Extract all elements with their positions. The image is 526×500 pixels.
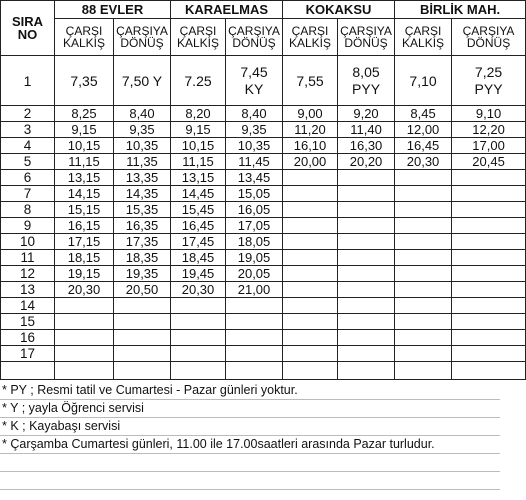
time-cell [114, 314, 171, 330]
table-row [1, 138, 526, 154]
subheader-line: KALKIŞ [62, 36, 106, 50]
row-number: 8 [1, 202, 55, 218]
time-cell [395, 282, 452, 298]
subheader-line: ÇARŞI [65, 24, 103, 38]
time-cell [452, 330, 526, 346]
note-line: * Y ; yayla Öğrenci servisi [0, 400, 500, 418]
row-number: 7 [1, 186, 55, 202]
route-header-kokaksu: KOKAKSU [283, 1, 395, 19]
time-line: PYY [474, 80, 503, 97]
time-cell [283, 346, 338, 362]
time-cell [283, 266, 338, 282]
time-cell [395, 330, 452, 346]
subheader-line: ÇARŞI [291, 24, 329, 38]
time-cell [338, 186, 395, 202]
table-row [1, 56, 526, 106]
table-row [1, 346, 526, 362]
time-cell [55, 314, 114, 330]
time-cell: 9,35 [114, 122, 171, 138]
time-cell: 10,35 [114, 138, 171, 154]
time-cell: 16,45 [395, 138, 452, 154]
time-cell [226, 56, 283, 106]
subheader-line: ÇARŞIYA [340, 24, 392, 38]
time-line: KY [244, 80, 264, 97]
row-number: 13 [1, 282, 55, 298]
time-cell: 13,35 [114, 170, 171, 186]
carsi-kalkis-header [395, 19, 452, 56]
time-cell: 7,10 [395, 56, 452, 106]
subheader-line: DÖNÜŞ [466, 36, 511, 50]
subheader-line: ÇARŞIYA [228, 24, 280, 38]
table-row [1, 218, 526, 234]
row-number: 4 [1, 138, 55, 154]
time-cell: 9,35 [226, 122, 283, 138]
time-line: 7,45 [240, 63, 268, 80]
time-cell [338, 346, 395, 362]
time-cell: 19,45 [171, 266, 226, 282]
row-number: 16 [1, 330, 55, 346]
row-number: 5 [1, 154, 55, 170]
row-number: 2 [1, 106, 55, 122]
time-cell: 7,35 [55, 56, 114, 106]
row-number: 1 [1, 56, 55, 106]
blank-row [1, 362, 526, 380]
time-cell: 19,05 [226, 250, 283, 266]
row-number: 17 [1, 346, 55, 362]
subheader-line: KALKIŞ [402, 36, 445, 50]
row-number: 9 [1, 218, 55, 234]
sira-no-header [1, 1, 55, 56]
time-cell: 8,25 [55, 106, 114, 122]
time-cell [283, 170, 338, 186]
table-row [1, 234, 526, 250]
time-cell: 21,00 [226, 282, 283, 298]
route-header-karaelmas: KARAELMAS [171, 1, 283, 19]
table-row [1, 106, 526, 122]
route-header-birlik-mah: BİRLİK MAH. [395, 1, 526, 19]
time-cell: 15,45 [171, 202, 226, 218]
subheader-line: ÇARŞI [404, 24, 442, 38]
carsiya-donus-header [338, 19, 395, 56]
time-cell [395, 170, 452, 186]
time-cell [283, 314, 338, 330]
table-row [1, 154, 526, 170]
time-cell [283, 202, 338, 218]
subheader-line: DÖNÜŞ [344, 36, 388, 50]
time-cell: 7.25 [171, 56, 226, 106]
time-cell [338, 298, 395, 314]
subheader-line: DÖNÜŞ [120, 36, 164, 50]
time-cell [171, 298, 226, 314]
time-cell: 20,20 [338, 154, 395, 170]
time-cell: 16,30 [338, 138, 395, 154]
carsiya-donus-header [452, 19, 526, 56]
time-cell: 16,15 [55, 218, 114, 234]
time-cell: 15,35 [114, 202, 171, 218]
time-cell: 17,45 [171, 234, 226, 250]
row-number: 14 [1, 298, 55, 314]
time-cell [452, 282, 526, 298]
time-cell: 16,05 [226, 202, 283, 218]
time-cell [395, 314, 452, 330]
time-cell [226, 314, 283, 330]
time-cell: 11,15 [55, 154, 114, 170]
time-cell [338, 56, 395, 106]
time-cell: 20,30 [55, 282, 114, 298]
carsiya-donus-header [114, 19, 171, 56]
time-cell [452, 314, 526, 330]
blank-cell [55, 362, 114, 380]
time-cell [55, 346, 114, 362]
notes-section [0, 382, 500, 490]
blank-cell [226, 362, 283, 380]
no-label: NO [17, 27, 38, 42]
time-cell: 12,00 [395, 122, 452, 138]
time-cell: 20,00 [283, 154, 338, 170]
time-line: 8,05 [352, 63, 380, 80]
time-cell [452, 250, 526, 266]
time-cell: 13,15 [55, 170, 114, 186]
time-cell [395, 186, 452, 202]
time-cell [338, 314, 395, 330]
time-cell: 11,35 [114, 154, 171, 170]
subheader-line: KALKIŞ [177, 36, 220, 50]
subheader-line: ÇARŞIYA [116, 24, 168, 38]
carsi-kalkis-header [283, 19, 338, 56]
note-line: * PY ; Resmi tatil ve Cumartesi - Pazar günleri yoktur. [0, 382, 500, 400]
blank-cell [283, 362, 338, 380]
time-cell [283, 234, 338, 250]
time-cell [283, 298, 338, 314]
time-cell [452, 346, 526, 362]
time-cell [452, 56, 526, 106]
time-cell [452, 170, 526, 186]
subheader-line: ÇARŞI [179, 24, 217, 38]
time-cell: 14,35 [114, 186, 171, 202]
time-cell [395, 218, 452, 234]
time-cell: 13,45 [226, 170, 283, 186]
time-cell [338, 250, 395, 266]
time-cell [171, 314, 226, 330]
time-cell [338, 170, 395, 186]
row-number: 3 [1, 122, 55, 138]
time-cell: 13,15 [171, 170, 226, 186]
time-cell: 18,05 [226, 234, 283, 250]
time-cell: 10,15 [55, 138, 114, 154]
time-cell [338, 330, 395, 346]
time-cell: 20,30 [171, 282, 226, 298]
table-row [1, 314, 526, 330]
time-cell [338, 282, 395, 298]
row-number: 11 [1, 250, 55, 266]
carsi-kalkis-header [55, 19, 114, 56]
time-cell [338, 218, 395, 234]
time-cell: 9,00 [283, 106, 338, 122]
table-row [1, 266, 526, 282]
time-cell: 7,55 [283, 56, 338, 106]
time-cell [395, 202, 452, 218]
time-cell [226, 346, 283, 362]
time-cell: 9,15 [171, 122, 226, 138]
time-cell [338, 266, 395, 282]
time-cell: 18,15 [55, 250, 114, 266]
time-cell [395, 346, 452, 362]
table-row [1, 250, 526, 266]
time-cell: 16,10 [283, 138, 338, 154]
subheader-line: ÇARŞIYA [462, 24, 515, 38]
time-cell [452, 218, 526, 234]
time-cell [452, 202, 526, 218]
time-cell: 9,15 [55, 122, 114, 138]
time-cell [338, 202, 395, 218]
note-line: * K ; Kayabaşı servisi [0, 418, 500, 436]
table-row [1, 330, 526, 346]
time-cell [283, 282, 338, 298]
time-cell [226, 330, 283, 346]
time-cell: 15,15 [55, 202, 114, 218]
time-cell [452, 298, 526, 314]
time-cell: 15,05 [226, 186, 283, 202]
time-cell [283, 250, 338, 266]
table-row [1, 186, 526, 202]
time-cell: 18,35 [114, 250, 171, 266]
time-cell: 16,45 [171, 218, 226, 234]
time-cell: 20,50 [114, 282, 171, 298]
time-cell: 9,20 [338, 106, 395, 122]
time-cell: 11,20 [283, 122, 338, 138]
time-cell: 9,10 [452, 106, 526, 122]
blank-cell [395, 362, 452, 380]
time-cell [395, 250, 452, 266]
time-cell [452, 266, 526, 282]
time-cell [171, 330, 226, 346]
time-cell: 8,40 [226, 106, 283, 122]
blank-cell [338, 362, 395, 380]
sira-label: SIRA [11, 14, 44, 29]
time-cell: 14,45 [171, 186, 226, 202]
time-cell: 14,15 [55, 186, 114, 202]
time-cell: 19,15 [55, 266, 114, 282]
table-row [1, 298, 526, 314]
time-cell: 17,05 [226, 218, 283, 234]
time-cell [114, 330, 171, 346]
time-cell [55, 330, 114, 346]
time-cell [171, 346, 226, 362]
time-line: 7,25 [474, 63, 503, 80]
blank-note-line [0, 454, 500, 472]
route-header-88-evler: 88 EVLER [55, 1, 171, 19]
table-row [1, 282, 526, 298]
table-row [1, 122, 526, 138]
table-row [1, 170, 526, 186]
time-cell: 16,35 [114, 218, 171, 234]
time-cell: 8,20 [171, 106, 226, 122]
blank-cell [171, 362, 226, 380]
time-cell: 11,40 [338, 122, 395, 138]
time-cell: 17,15 [55, 234, 114, 250]
subheader-line: DÖNÜŞ [232, 36, 276, 50]
time-cell [226, 298, 283, 314]
time-cell [55, 298, 114, 314]
row-number: 15 [1, 314, 55, 330]
time-cell: 8,45 [395, 106, 452, 122]
blank-note-line [0, 472, 500, 490]
table-row [1, 202, 526, 218]
carsi-kalkis-header [171, 19, 226, 56]
time-cell [114, 346, 171, 362]
blank-cell [1, 362, 55, 380]
time-cell: 17,35 [114, 234, 171, 250]
time-cell: 18,45 [171, 250, 226, 266]
time-cell: 10,15 [171, 138, 226, 154]
time-cell [114, 298, 171, 314]
subheader-line: KALKIŞ [289, 36, 332, 50]
time-cell: 11,15 [171, 154, 226, 170]
time-cell [395, 234, 452, 250]
time-cell: 20,45 [452, 154, 526, 170]
time-cell: 12,20 [452, 122, 526, 138]
time-cell [338, 234, 395, 250]
time-cell: 10,35 [226, 138, 283, 154]
carsiya-donus-header [226, 19, 283, 56]
blank-cell [452, 362, 526, 380]
time-cell: 19,35 [114, 266, 171, 282]
time-cell [395, 298, 452, 314]
time-line: PYY [352, 80, 381, 97]
blank-cell [114, 362, 171, 380]
time-cell: 17,00 [452, 138, 526, 154]
time-cell: 8,40 [114, 106, 171, 122]
time-cell: 11,45 [226, 154, 283, 170]
note-line: * Çarşamba Cumartesi günleri, 11.00 ile 17.00saatleri arasında Pazar turludur. [0, 436, 500, 454]
row-number: 12 [1, 266, 55, 282]
row-number: 6 [1, 170, 55, 186]
time-cell [283, 330, 338, 346]
time-cell [452, 186, 526, 202]
time-cell [395, 266, 452, 282]
time-cell: 7,50 Y [114, 56, 171, 106]
time-cell [283, 186, 338, 202]
time-cell [452, 234, 526, 250]
row-number: 10 [1, 234, 55, 250]
time-cell [283, 218, 338, 234]
time-cell: 20,30 [395, 154, 452, 170]
time-cell: 20,05 [226, 266, 283, 282]
